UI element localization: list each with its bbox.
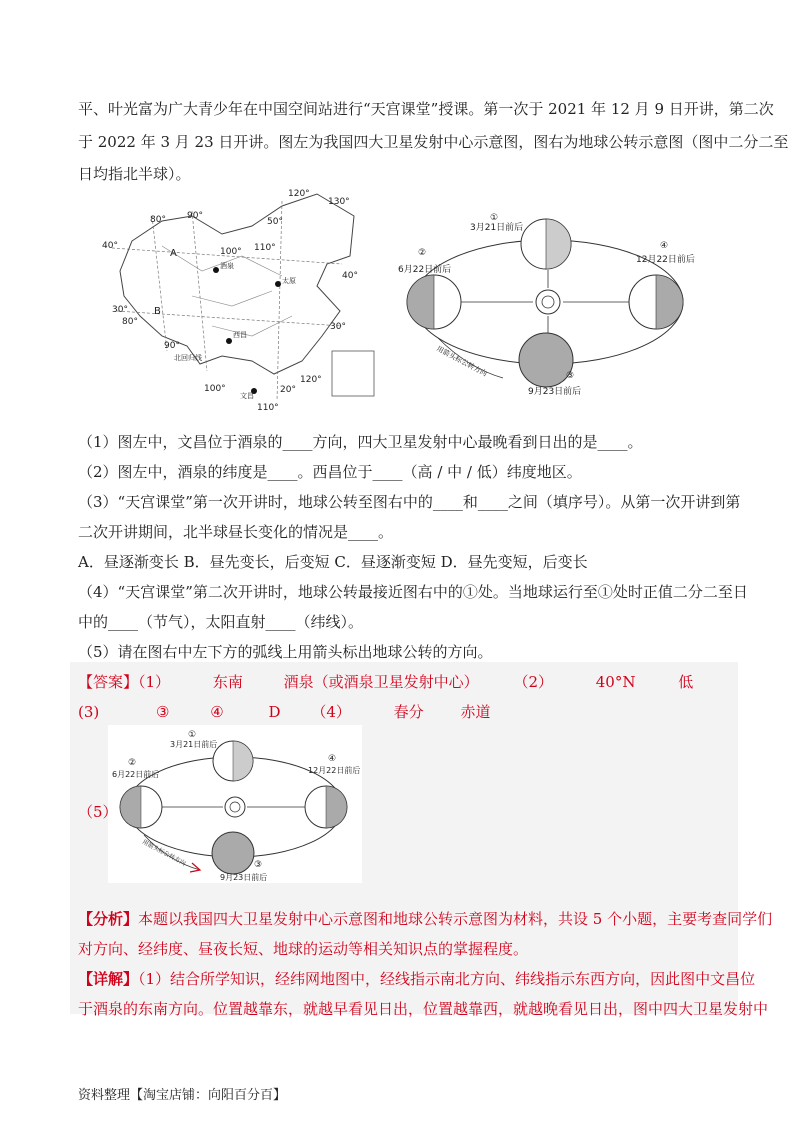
region-a: A (170, 248, 177, 259)
lon-label: 90° (164, 341, 180, 351)
answer-4-value-1: 春分 (393, 703, 424, 721)
answer-1-value-1: 东南 (212, 673, 243, 691)
answer-pos2-date: 6月22日前后 (112, 770, 160, 779)
sun-icon (225, 797, 245, 817)
pos2-marker: ② (418, 248, 427, 258)
lon-label: 110° (257, 403, 279, 413)
answer-arc-label: 用箭头标公转方向 (141, 838, 187, 868)
answer-pos4-marker: ④ (328, 754, 337, 764)
answer-2-value-1: 40°N (595, 673, 636, 691)
earth-pos3 (519, 333, 573, 387)
answer-1-num: （1） (138, 673, 171, 691)
arc-label: 用箭头标公转方向 (435, 344, 489, 379)
lon-label: 80° (122, 317, 138, 327)
question-5: （5）请在图右中左下方的弧线上用箭头标出地球公转的方向。 (78, 643, 493, 661)
lon-label: 120° (288, 189, 310, 199)
question-3-options: A．昼逐渐变长 B．昼先变长，后变短 C．昼逐渐变短 D．昼先变短，后变长 (78, 553, 588, 571)
answer-4-num: （4） (311, 703, 351, 721)
pos4-date: 12月22日前后 (636, 255, 695, 265)
analysis-line-2: 对方向、经纬度、昼夜长短、地球的运动等相关知识点的掌握程度。 (78, 940, 529, 958)
lon-label: 100° (204, 384, 226, 394)
answer-3-value-1: ③ (156, 703, 170, 721)
answer-pos1-marker: ① (188, 730, 197, 740)
pos3-marker: ③ (566, 371, 575, 381)
china-map-figure (92, 186, 382, 416)
detail-text-1: （1）结合所学知识，经纬网地图中，经线指示南北方向、纬线指示东西方向，因此图中文昌位 (138, 970, 756, 988)
answer-3-value-3: D (268, 703, 281, 721)
orbit-figure (398, 200, 708, 400)
lat-label: 20° (280, 385, 296, 395)
lon-label: 120° (300, 375, 322, 385)
answer-pos1-date: 3月21日前后 (170, 740, 218, 749)
lat-label: 40° (102, 241, 118, 251)
answer-pos3-date: 9月23日前后 (220, 873, 268, 882)
question-4-line-1: （4）“天宫课堂”第二次开讲时，地球公转最接近图右中的①处。当地球运行至①处时正值二分二至日 (78, 583, 748, 601)
answer-5-num: （5） (78, 803, 118, 821)
answer-line-2 (78, 701, 490, 722)
pos3-date: 9月23日前后 (528, 387, 582, 397)
pos1-marker: ① (490, 213, 499, 223)
lat-label: 30° (330, 322, 346, 332)
lon-label: 80° (150, 215, 166, 225)
analysis-line-1 (78, 908, 772, 929)
place-xichang: 西昌 (233, 331, 247, 339)
place-jiuquan: 酒泉 (220, 262, 234, 270)
lon-label: 90° (187, 211, 203, 221)
lon-label: 110° (254, 243, 276, 253)
answer-orbit-figure (108, 725, 362, 883)
intro-line-3: 日均指北半球）。 (78, 165, 191, 183)
answer-2-value-2: 低 (678, 673, 694, 691)
tropic-label: 北回归线 (174, 354, 202, 362)
lat-label: 40° (342, 271, 358, 281)
place-wenchang: 文昌 (240, 392, 254, 400)
detail-line-2: 于酒泉的东南方向。位置越靠东，就越早看见日出，位置越靠西，就越晚看见日出，图中四大卫星发射中 (78, 1000, 769, 1018)
question-1: （1）图左中，文昌位于酒泉的____方向，四大卫星发射中心最晚看到日出的是____。 (78, 433, 643, 451)
answer-2-num: （2） (513, 673, 553, 691)
question-3-line-1: （3）“天宫课堂”第一次开讲时，地球公转至图右中的____和____之间（填序号）。从第一次开讲到第 (78, 493, 741, 511)
pos1-date: 3月21日前后 (470, 223, 524, 233)
lon-label: 130° (328, 197, 350, 207)
answer-tag: 【答案】 (78, 673, 139, 691)
lat-label: 50° (267, 217, 283, 227)
lon-label: 100° (220, 247, 242, 257)
answer-line-1 (78, 671, 693, 692)
pos2-date: 6月22日前后 (398, 265, 452, 275)
intro-line-1: 平、叶光富为广大青少年在中国空间站进行“天宫课堂”授课。第一次于 2021 年 12 月 9 日开讲，第二次 (78, 100, 774, 118)
answer-pos2-marker: ② (128, 758, 137, 768)
analysis-tag: 【分析】 (78, 910, 139, 928)
intro-line-2: 于 2022 年 3 月 23 日开讲。图左为我国四大卫星发射中心示意图，图右为地球公转示意图（图中二分二至 (78, 133, 789, 151)
answer-3-value-2: ④ (210, 703, 224, 721)
question-3-line-2: 二次开讲期间，北半球昼长变化的情况是____。 (78, 523, 394, 541)
question-4-line-2: 中的____（节气），太阳直射____（纬线）。 (78, 613, 364, 631)
question-2: （2）图左中，酒泉的纬度是____。西昌位于____（高 / 中 / 低）纬度地区。 (78, 463, 582, 481)
lat-label: 30° (112, 305, 128, 315)
detail-tag: 【详解】 (78, 970, 139, 988)
pos4-marker: ④ (660, 241, 669, 251)
answer-1-value-2: 酒泉（或酒泉卫星发射中心） (283, 673, 479, 691)
sun-icon (536, 290, 560, 314)
answer-3-num: (3) (78, 703, 100, 721)
footer-source: 资料整理【淘宝店铺：向阳百分百】 (78, 1088, 287, 1103)
answer-pos3-marker: ③ (254, 860, 263, 870)
place-taiyuan: 太原 (282, 277, 296, 285)
detail-line-1 (78, 968, 755, 989)
answer-4-value-2: 赤道 (460, 703, 491, 721)
answer-pos4-date: 12月22日前后 (308, 766, 361, 775)
region-b: B (154, 306, 161, 317)
analysis-text-1: 本题以我国四大卫星发射中心示意图和地球公转示意图为材料，共设 5 个小题，主要考查同学们 (138, 910, 773, 928)
